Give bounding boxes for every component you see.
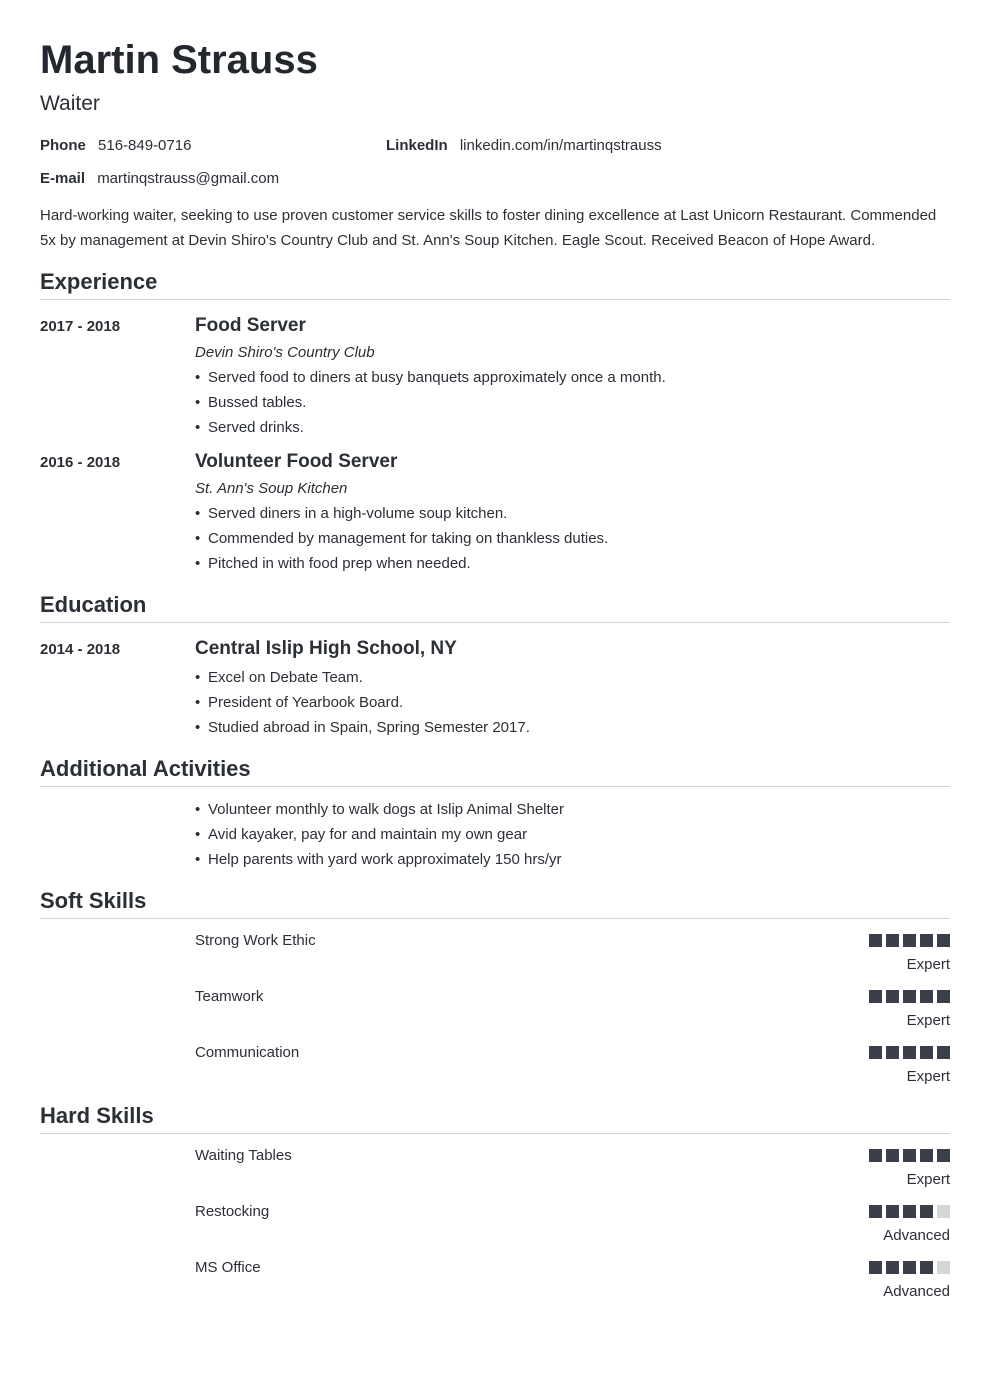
rating-square-filled [903,1046,916,1059]
soft-skills-list [40,931,950,1099]
education-entry [40,637,950,740]
activities-entry [40,797,950,872]
skill-name: Teamwork [195,988,264,1005]
skill-level: Advanced [883,1227,950,1244]
entry-title: Food Server [195,315,306,336]
rating-square-filled [886,1205,899,1218]
rating-square-filled [869,1149,882,1162]
skill-level: Expert [906,956,950,973]
rating-square-filled [937,1149,950,1162]
skill-level: Expert [906,1012,950,1029]
skill-name: MS Office [195,1259,261,1276]
activities-section [40,756,950,872]
linkedin-value[interactable]: linkedin.com/in/martinqstrauss [459,137,662,154]
skill-row [40,1043,950,1099]
skill-rating [869,1149,950,1162]
rating-square-filled [903,934,916,947]
rating-square-filled [920,1046,933,1059]
entry-bullets [195,665,950,740]
rating-square-filled [920,1205,933,1218]
candidate-role: Waiter [40,92,100,115]
contact-email [40,169,279,189]
rating-square-filled [869,1261,882,1274]
skill-row [40,931,950,987]
section-title-activities: Additional Activities [40,756,950,787]
education-section [40,592,950,740]
skill-rating [869,1046,950,1059]
experience-entry [40,314,950,440]
rating-square-filled [937,1046,950,1059]
rating-square-filled [903,990,916,1003]
rating-square-filled [920,1261,933,1274]
skill-name: Restocking [195,1203,270,1220]
contact-phone [40,136,191,156]
rating-square-empty [937,1261,950,1274]
rating-square-filled [869,934,882,947]
bullet-item: • Served drinks. [195,415,950,440]
bullet-item: • Pitched in with food prep when needed. [195,551,950,576]
skill-row [40,1146,950,1202]
rating-square-filled [920,934,933,947]
bullet-item: • Commended by management for taking on thankless duties. [195,526,950,551]
entry-organization: St. Ann's Soup Kitchen [195,480,348,497]
rating-square-filled [886,1046,899,1059]
candidate-name: Martin Strauss [40,38,318,82]
phone-value: 516-849-0716 [98,137,192,154]
rating-square-filled [920,990,933,1003]
rating-square-filled [869,990,882,1003]
bullet-item: • Excel on Debate Team. [195,665,950,690]
rating-square-filled [886,1149,899,1162]
rating-square-filled [937,990,950,1003]
entry-dates: 2016 - 2018 [40,454,121,471]
bullet-item: • Volunteer monthly to walk dogs at Islip Animal Shelter [195,797,950,822]
section-title-education: Education [40,592,950,623]
skill-name: Waiting Tables [195,1147,292,1164]
bullet-item: • Served diners in a high-volume soup kitchen. [195,501,950,526]
entry-bullets [195,501,950,576]
contact-linkedin [386,136,662,156]
skill-rating [869,990,950,1003]
entry-bullets [195,365,950,440]
skill-row [40,1202,950,1258]
skill-level: Advanced [883,1283,950,1300]
section-title-experience: Experience [40,269,950,300]
contact-block [40,136,950,203]
hard-skills-list [40,1146,950,1314]
entry-dates: 2017 - 2018 [40,318,121,335]
rating-square-filled [903,1205,916,1218]
summary-paragraph: Hard-working waiter, seeking to use proven customer service skills to foster dining excellence at Last Unicorn Restaurant. Commended 5x by management at Devin Shiro's Country Club and St. Ann's Soup Kitchen. Eagle Scout. Received Beacon of Hope Award. [40,207,937,249]
skill-level: Expert [906,1171,950,1188]
rating-square-filled [869,1046,882,1059]
entry-title: Central Islip High School, NY [195,638,457,659]
bullet-item: • Served food to diners at busy banquets approximately once a month. [195,365,950,390]
entry-bullets [195,797,950,872]
email-value[interactable]: martinqstrauss@gmail.com [97,170,280,187]
linkedin-label: LinkedIn [386,137,448,154]
rating-square-filled [869,1205,882,1218]
rating-square-filled [903,1261,916,1274]
skill-row [40,1258,950,1314]
rating-square-filled [886,1261,899,1274]
bullet-item: • Help parents with yard work approximately 150 hrs/yr [195,847,950,872]
rating-square-filled [886,990,899,1003]
entry-dates: 2014 - 2018 [40,641,121,658]
skill-name: Communication [195,1044,300,1061]
section-title-hard-skills: Hard Skills [40,1103,950,1134]
bullet-item: • Studied abroad in Spain, Spring Semester 2017. [195,715,950,740]
skill-rating [869,1205,950,1218]
email-label: E-mail [40,170,86,187]
bullet-item: • Bussed tables. [195,390,950,415]
skill-rating [869,934,950,947]
rating-square-filled [903,1149,916,1162]
rating-square-filled [937,934,950,947]
rating-square-filled [886,934,899,947]
skill-level: Expert [906,1068,950,1085]
bullet-item: • Avid kayaker, pay for and maintain my own gear [195,822,950,847]
bullet-item: • President of Yearbook Board. [195,690,950,715]
skill-row [40,987,950,1043]
experience-entry [40,450,950,576]
section-title-soft-skills: Soft Skills [40,888,950,919]
experience-section [40,269,950,576]
soft-skills-section [40,888,950,1099]
hard-skills-section [40,1103,950,1314]
skill-name: Strong Work Ethic [195,932,316,949]
entry-organization: Devin Shiro's Country Club [195,344,375,361]
rating-square-empty [937,1205,950,1218]
entry-title: Volunteer Food Server [195,451,398,472]
skill-rating [869,1261,950,1274]
resume-page [40,36,950,1314]
phone-label: Phone [40,137,86,154]
rating-square-filled [920,1149,933,1162]
